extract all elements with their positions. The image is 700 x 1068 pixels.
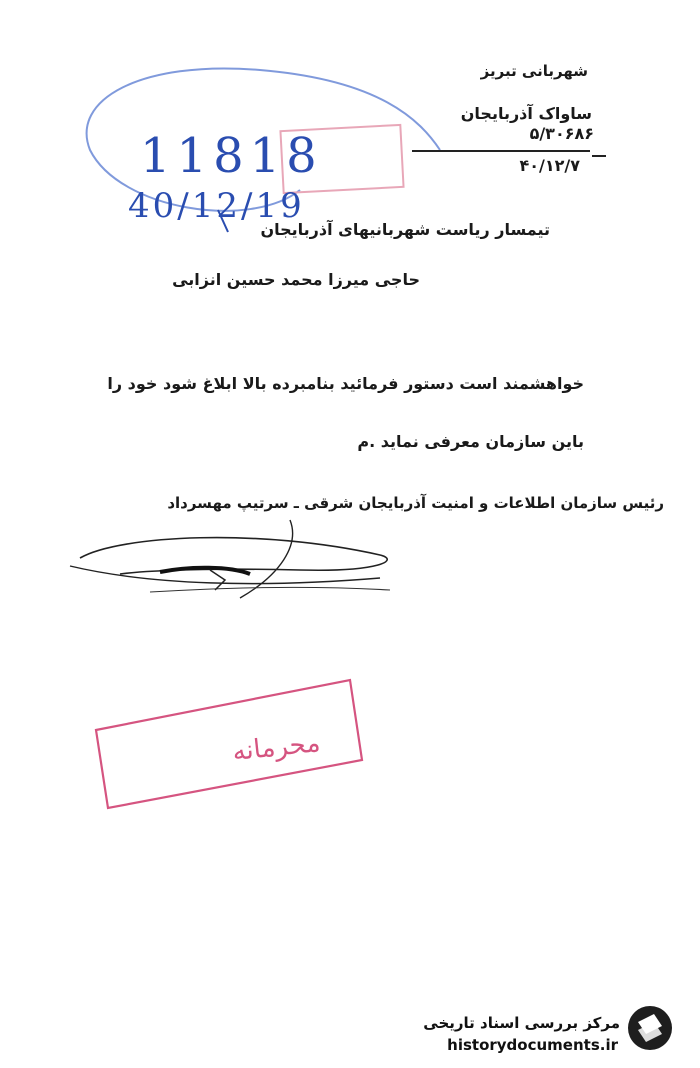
header-divider-tick xyxy=(592,155,606,157)
watermark-url: historydocuments.ir xyxy=(447,1036,618,1054)
watermark-title: مرکز بررسی اسناد تاریخی xyxy=(423,1014,620,1032)
signature-mark xyxy=(70,520,390,598)
header-organization: ساواک آذربایجان xyxy=(460,104,592,123)
confidential-stamp-box xyxy=(96,680,362,808)
confidential-stamp-text: محرمانه xyxy=(230,728,322,768)
archive-logo-icon xyxy=(628,1006,672,1050)
body-line-2: باین سازمان معرفی نماید .م xyxy=(357,432,584,451)
header-office: شهربانی تبریز xyxy=(480,62,588,80)
handwritten-date: 40/12/19 xyxy=(128,186,305,226)
header-date: ۴۰/۱۲/۷ xyxy=(519,156,580,175)
body-line-1: خواهشمند است دستور فرمائید بنامبرده بالا ابلاغ شود خود را xyxy=(107,374,584,393)
recipient-line: تیمسار ریاست شهربانیهای آذربایجان xyxy=(260,220,550,239)
header-reference-number: ۵/۳۰۶۸۶ xyxy=(529,124,594,143)
handwritten-number: 11818 xyxy=(140,128,323,184)
subject-line: حاجی میرزا محمد حسین انزابی xyxy=(172,270,420,289)
header-divider xyxy=(412,150,590,152)
signatory-line: رئیس سازمان اطلاعات و امنیت آذربایجان شرقی ـ سرتیپ مهسرداد xyxy=(167,494,664,512)
